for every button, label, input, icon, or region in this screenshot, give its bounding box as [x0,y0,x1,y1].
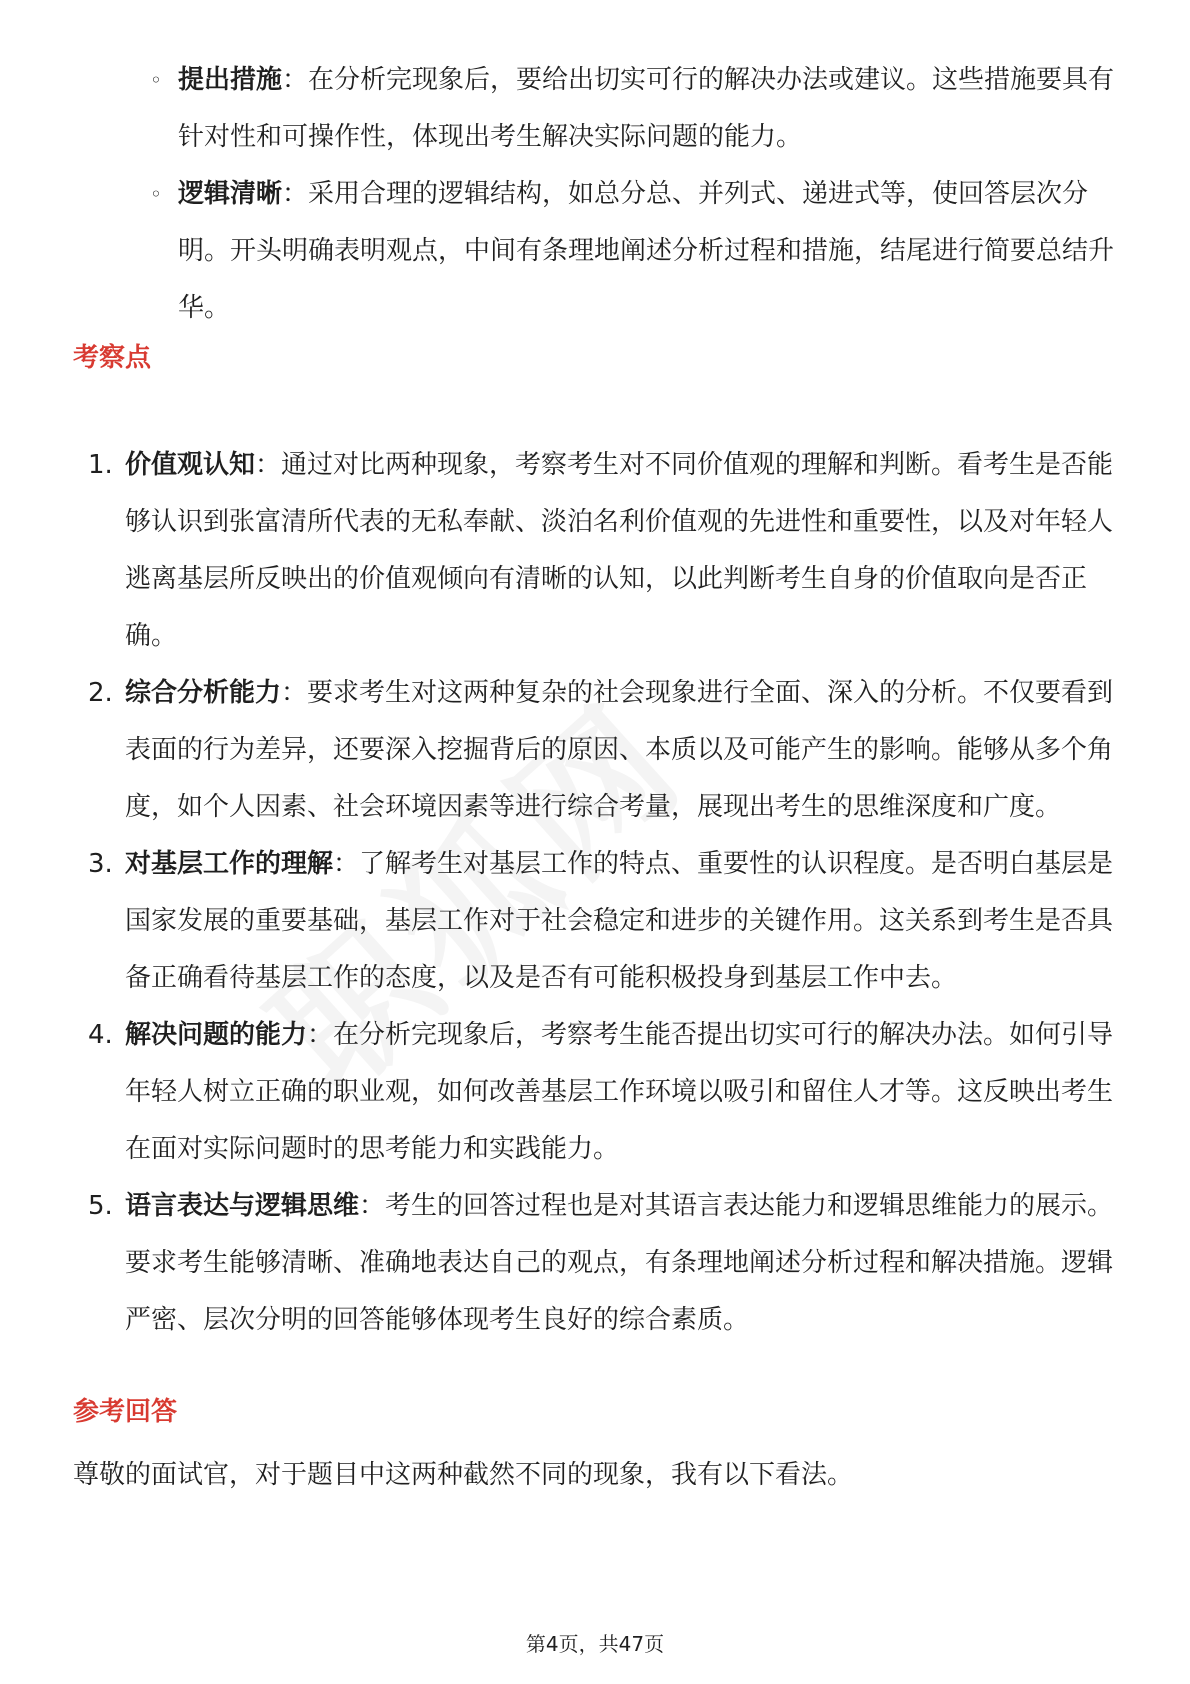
focus-section-heading: 考察点 [73,343,152,373]
focus-point-item [88,1178,1130,1349]
focus-point-term: 综合分析能力 [125,678,282,708]
focus-point-term: 价值观认知 [125,450,256,480]
focus-point-item [88,437,1130,665]
focus-point-term: 对基层工作的理解 [125,849,334,879]
bullet-marker: ◦ [150,182,162,206]
focus-point-term: 解决问题的能力 [125,1020,308,1050]
bullet-text: ：采用合理的逻辑结构，如总分总、并列式、递进式等，使回答层次分明。开头明确表明观点，中间有条理地阐述分析过程和措施，结尾进行简要总结升华。 [178,179,1115,323]
focus-point-text: ：了解考生对基层工作的特点、重要性的认识程度。是否明白基层是国家发展的重要基础，基层工作对于社会稳定和进步的关键作用。这关系到考生是否具备正确看待基层工作的态度，以及是否有可能积极投身到基层工作中去。 [125,849,1114,993]
item-number: 2. [88,678,113,708]
focus-point-text: ：考生的回答过程也是对其语言表达能力和逻辑思维能力的展示。要求考生能够清晰、准确地表达自己的观点，有条理地阐述分析过程和解决措施。逻辑严密、层次分明的回答能够体现考生良好的综合素质。 [125,1191,1114,1335]
page-footer: 第4页，共47页 [525,1632,665,1656]
focus-point-term: 语言表达与逻辑思维 [125,1191,360,1221]
bullet-item [150,52,1130,166]
bullet-text: ：在分析完现象后，要给出切实可行的解决办法或建议。这些措施要具有针对性和可操作性，体现出考生解决实际问题的能力。 [178,65,1115,152]
bullet-list [150,52,1130,337]
focus-points-list [88,437,1130,1349]
bullet-item [150,166,1130,337]
item-number: 3. [88,849,113,879]
focus-point-text: ：要求考生对这两种复杂的社会现象进行全面、深入的分析。不仅要看到表面的行为差异，还要深入挖掘背后的原因、本质以及可能产生的影响。能够从多个角度，如个人因素、社会环境因素等进行综合考量，展现出考生的思维深度和广度。 [125,678,1114,822]
bullet-term: 提出措施 [178,65,283,95]
focus-point-item [88,1007,1130,1178]
item-number: 1. [88,450,113,480]
focus-point-item [88,836,1130,1007]
bullet-marker: ◦ [150,68,162,92]
focus-point-text: ：通过对比两种现象，考察考生对不同价值观的理解和判断。看考生是否能够认识到张富清所代表的无私奉献、淡泊名利价值观的先进性和重要性，以及对年轻人逃离基层所反映出的价值观倾向有清晰的认知，以此判断考生自身的价值取向是否正确。 [125,450,1114,651]
focus-point-text: ：在分析完现象后，考察考生能否提出切实可行的解决办法。如何引导年轻人树立正确的职业观，如何改善基层工作环境以吸引和留住人才等。这反映出考生在面对实际问题时的思考能力和实践能力。 [125,1020,1114,1164]
item-number: 5. [88,1191,113,1221]
bullet-term: 逻辑清晰 [178,179,283,209]
item-number: 4. [88,1020,113,1050]
answer-intro-text: 尊敬的面试官，对于题目中这两种截然不同的现象，我有以下看法。 [73,1460,854,1490]
answer-section-heading: 参考回答 [73,1397,178,1427]
focus-point-item [88,665,1130,836]
